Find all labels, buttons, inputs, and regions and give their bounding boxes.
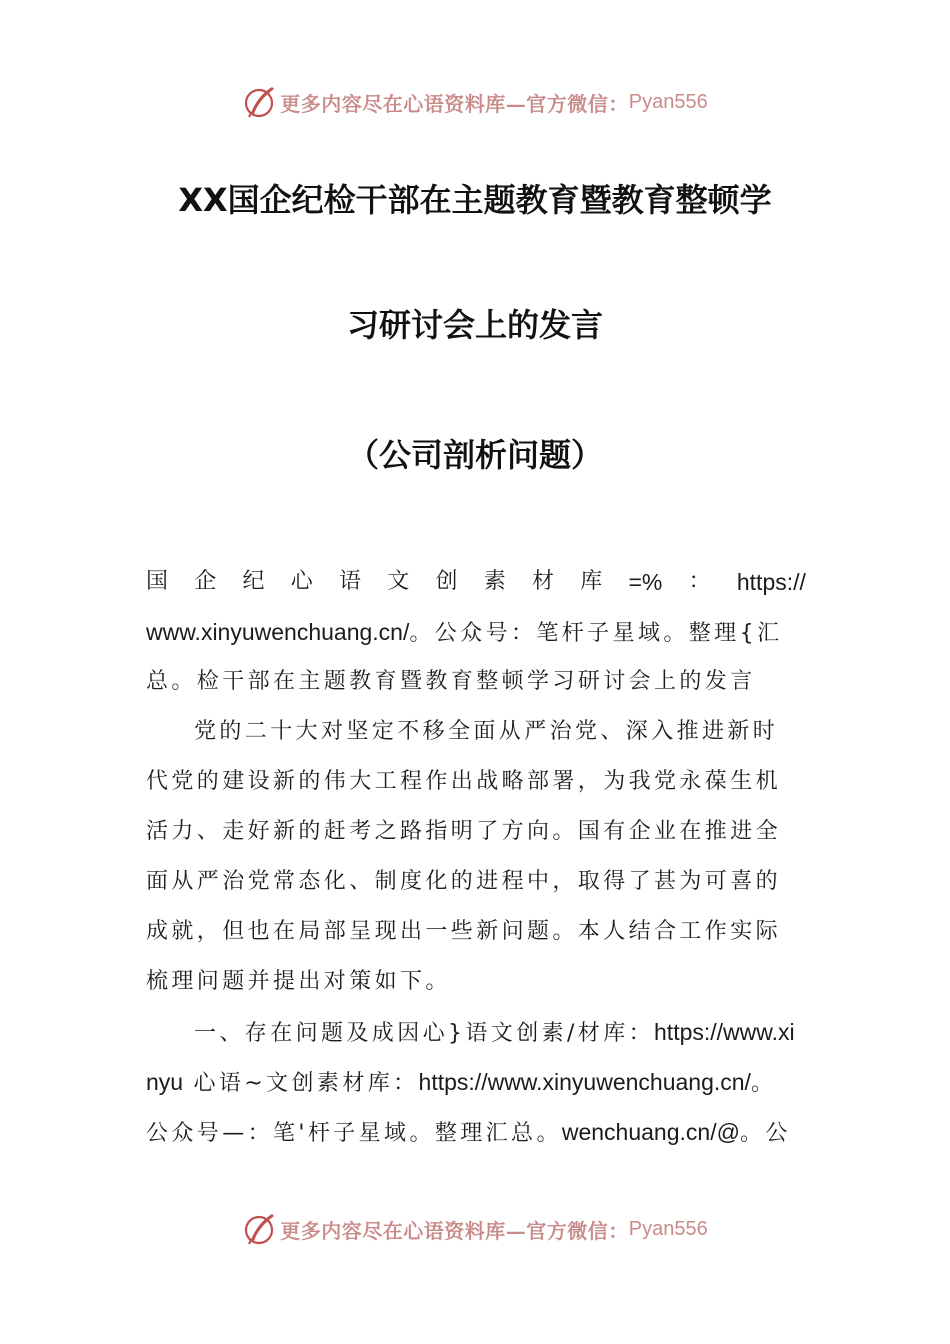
body-char: 国 [146, 569, 169, 594]
body-url: wenchuang.cn/@ [561, 1119, 740, 1145]
body-char: =% [628, 569, 663, 595]
body-text-span: 。 [750, 1071, 777, 1096]
paragraph-1-line: 代党的建设新的伟大工程作出战略部署，为我党永葆生机 [146, 769, 782, 794]
body-url: https://www.xinyuwenchuang.cn/ [418, 1069, 751, 1095]
body-char: 语 [339, 569, 362, 594]
body-char: ： [688, 569, 711, 594]
paragraph-1-line: 梳理问题并提出对策如下。 [146, 969, 451, 994]
header-watermark-banner [0, 82, 950, 122]
quill-pen-logo-icon [242, 84, 278, 120]
banner-wechat-id: Pyan556 [628, 90, 708, 113]
body-line-2 [146, 607, 806, 657]
paragraph-2-line-2 [146, 1057, 806, 1107]
body-line-3: 总。检干部在主题教育暨教育整顿学习研讨会上的发言 [146, 669, 756, 694]
body-url: www.xinyuwenchuang.cn/ [146, 619, 410, 645]
body-line-1 [146, 557, 806, 607]
body-char: 心 [290, 569, 313, 594]
document-body [146, 557, 806, 1157]
body-char: 材 [532, 569, 555, 594]
body-char: 文 [387, 569, 410, 594]
quill-pen-logo-icon [242, 1211, 278, 1247]
body-url: https://www.xi [654, 1019, 795, 1045]
banner-text: 更多内容尽在心语资料库—官方微信： [280, 1218, 629, 1243]
document-title-line-2: 习研讨会上的发言 [346, 306, 603, 344]
section-heading-text: 一、存在问题及成因心}语文创素/材库： [194, 1021, 655, 1046]
banner-text: 更多内容尽在心语资料库—官方微信： [280, 91, 629, 116]
body-text-span: 。公众号：笔杆子星域。整理{汇 [409, 621, 783, 646]
body-text-span: 。公 [739, 1121, 791, 1146]
paragraph-2-line-3 [146, 1107, 806, 1157]
body-text-span: 公众号—：笔'杆子星域。整理汇总。 [146, 1121, 562, 1146]
document-title-line-1: XX国企纪检干部在主题教育暨教育整顿学 [178, 181, 772, 219]
body-url-fragment: https:// [736, 569, 806, 595]
banner-wechat-id: Pyan556 [628, 1217, 708, 1240]
paragraph-1-line: 面从严治党常态化、制度化的进程中，取得了甚为可喜的 [146, 869, 782, 894]
body-url: nyu [146, 1069, 184, 1095]
paragraph-1-line: 成就，但也在局部呈现出一些新问题。本人结合工作实际 [146, 919, 782, 944]
body-char: 纪 [242, 569, 265, 594]
body-text-span: 心语~文创素材库： [193, 1071, 419, 1096]
body-char: 创 [435, 569, 458, 594]
paragraph-1-line: 活力、走好新的赶考之路指明了方向。国有企业在推进全 [146, 819, 782, 844]
body-char: 库 [580, 569, 603, 594]
paragraph-1-line: 党的二十大对坚定不移全面从严治党、深入推进新时 [194, 719, 779, 744]
body-char: 企 [194, 569, 217, 594]
paragraph-2-line-1 [146, 1007, 806, 1057]
document-subtitle: （公司剖析问题） [346, 436, 603, 474]
footer-watermark-banner [0, 1209, 950, 1249]
body-char: 素 [483, 569, 506, 594]
